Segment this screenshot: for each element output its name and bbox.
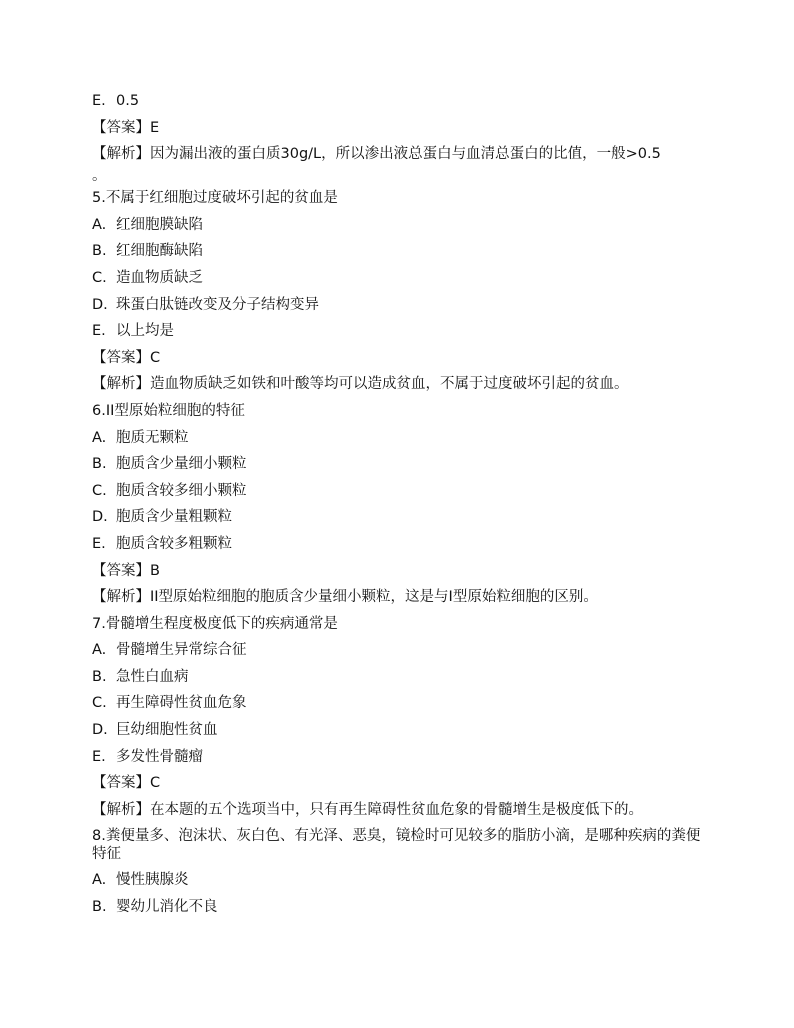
option-letter: E. [92, 535, 106, 552]
answer-option [92, 238, 712, 265]
answer-option [92, 318, 712, 345]
answer-option [92, 744, 712, 771]
answer-option [92, 664, 712, 691]
answer-option [92, 531, 712, 558]
option-letter: B. [92, 668, 107, 685]
answer-option [92, 690, 712, 717]
answer-option [92, 717, 712, 744]
answer-explanation-line: 【解析】造血物质缺乏如铁和叶酸等均可以造成贫血，不属于过度破坏引起的贫血。 [92, 376, 629, 393]
option-letter: C. [92, 269, 107, 286]
option-letter: D. [92, 722, 108, 739]
option-letter: E. [92, 748, 106, 765]
option-text: 胞质含较多粗颗粒 [116, 535, 232, 552]
option-text: 红细胞酶缺陷 [116, 243, 203, 260]
option-text: 再生障碍性贫血危象 [116, 695, 247, 712]
option-text: 骨髓增生异常综合征 [116, 642, 247, 659]
text-line: 【解析】因为漏出液的蛋白质30g/L，所以渗出液总蛋白与血清总蛋白的比值，一般>0.5 [92, 146, 661, 163]
option-letter: B. [92, 456, 107, 473]
option-text: 胞质含少量粗颗粒 [116, 509, 232, 526]
document-body [92, 88, 712, 921]
answer-option [92, 425, 712, 452]
option-letter: A. [92, 872, 107, 889]
option-text: 红细胞膜缺陷 [116, 216, 203, 233]
question-stem: 5.不属于红细胞过度破坏引起的贫血是 [92, 190, 338, 207]
option-text: 造血物质缺乏 [116, 269, 203, 286]
option-text: 胞质含少量细小颗粒 [116, 456, 247, 473]
answer-explanation-line: 【答案】E [92, 119, 160, 136]
answer-option [92, 867, 712, 894]
answer-option [92, 212, 712, 239]
answer-option [92, 88, 712, 115]
answer-option [92, 451, 712, 478]
option-letter: A. [92, 429, 107, 446]
option-text: 胞质无颗粒 [116, 429, 189, 446]
option-letter: B. [92, 243, 107, 260]
option-text: 胞质含较多细小颗粒 [116, 482, 247, 499]
answer-explanation-line: 【答案】B [92, 562, 160, 579]
answer-explanation-line: 【答案】C [92, 349, 161, 366]
option-letter: A. [92, 216, 107, 233]
option-text: 慢性胰腺炎 [116, 872, 189, 889]
answer-explanation-line: 【解析】在本题的五个选项当中，只有再生障碍性贫血危象的骨髓增生是极度低下的。 [92, 801, 643, 818]
option-letter: C. [92, 695, 107, 712]
option-text: 多发性骨髓瘤 [116, 748, 203, 765]
answer-option [92, 637, 712, 664]
option-text: 珠蛋白肽链改变及分子结构变异 [116, 296, 319, 313]
answer-option [92, 478, 712, 505]
option-letter: D. [92, 296, 108, 313]
option-text: 婴幼儿消化不良 [116, 899, 218, 916]
answer-option [92, 894, 712, 921]
answer-option [92, 265, 712, 292]
option-text: 急性白血病 [116, 668, 189, 685]
answer-explanation-line: 【答案】C [92, 775, 161, 792]
text-line: 8.粪便量多、泡沫状、灰白色、有光泽、恶臭，镜检时可见较多的脂肪小滴，是哪种疾病的粪便特征 [92, 828, 701, 863]
option-letter: E. [92, 323, 106, 340]
question-stem: 6.II型原始粒细胞的特征 [92, 402, 245, 419]
option-letter: D. [92, 509, 108, 526]
option-letter: B. [92, 899, 107, 916]
answer-explanation-line: 【解析】II型原始粒细胞的胞质含少量细小颗粒，这是与I型原始粒细胞的区别。 [92, 589, 598, 606]
option-text: 以上均是 [116, 323, 174, 340]
option-letter: A. [92, 642, 107, 659]
answer-option [92, 504, 712, 531]
option-text: 0.5 [116, 93, 140, 109]
question-stem: 7.骨髓增生程度极度低下的疾病通常是 [92, 615, 338, 632]
option-text: 巨幼细胞性贫血 [116, 722, 218, 739]
answer-option [92, 292, 712, 319]
text-line: 。 [92, 168, 107, 185]
option-letter: E. [92, 93, 106, 109]
option-letter: C. [92, 482, 107, 499]
